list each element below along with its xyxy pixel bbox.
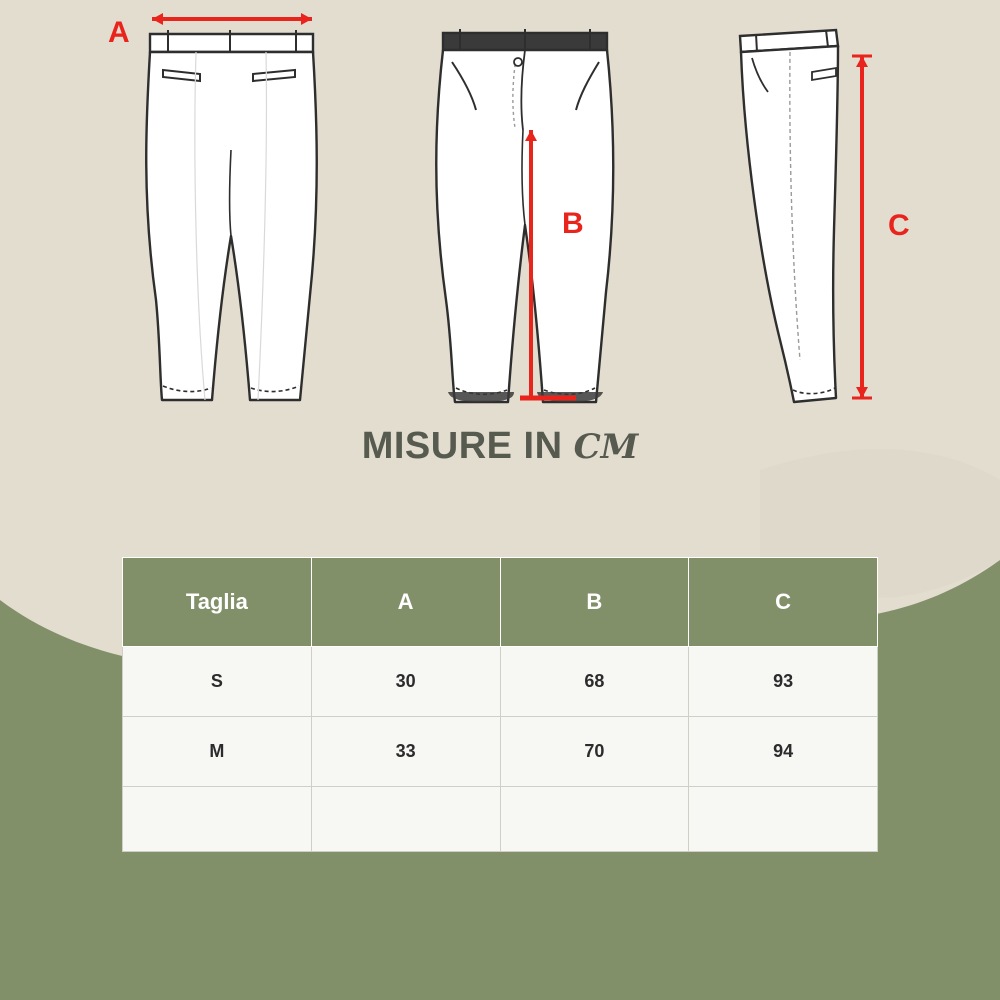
- pants-front-view: [436, 29, 613, 402]
- cell-size: M: [123, 717, 312, 787]
- table-row: [123, 647, 878, 717]
- measure-c: [852, 56, 910, 398]
- table-header-b: B: [500, 558, 689, 647]
- pants-back-view: [146, 30, 317, 400]
- pants-illustrations: [0, 0, 1000, 430]
- cell-size: [123, 787, 312, 852]
- cell-b: 70: [500, 717, 689, 787]
- cell-a: 33: [311, 717, 500, 787]
- size-table: [122, 557, 878, 852]
- table-row: [123, 717, 878, 787]
- measure-c-label: C: [888, 209, 910, 242]
- cell-a: 30: [311, 647, 500, 717]
- pants-side-view: [740, 30, 838, 402]
- caption-text: MISURE IN: [361, 425, 563, 467]
- cell-c: 93: [689, 647, 878, 717]
- table-header-row: [123, 558, 878, 647]
- cell-b: [500, 787, 689, 852]
- measure-b-label: B: [562, 207, 584, 240]
- cell-a: [311, 787, 500, 852]
- caption-unit: CM: [573, 427, 639, 467]
- table-header-c: C: [689, 558, 878, 647]
- table-header-taglia: Taglia: [123, 558, 312, 647]
- cell-c: [689, 787, 878, 852]
- measure-a-label: A: [108, 16, 130, 49]
- cell-b: 68: [500, 647, 689, 717]
- table-header-a: A: [311, 558, 500, 647]
- cell-c: 94: [689, 717, 878, 787]
- chart-caption: [0, 425, 1000, 468]
- table-row: [123, 787, 878, 852]
- cell-size: S: [123, 647, 312, 717]
